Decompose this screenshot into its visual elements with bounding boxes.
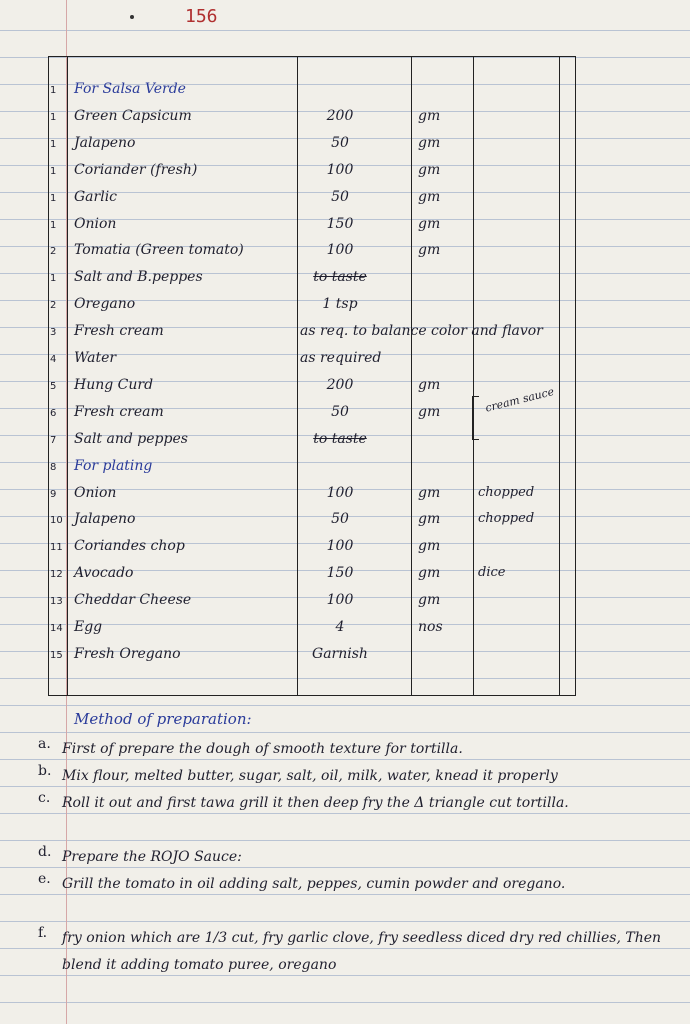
- row-number: 4: [50, 354, 57, 365]
- row-number: 1: [50, 165, 57, 177]
- ingredient-unit: gm: [418, 376, 441, 393]
- ingredient-name: Garlic: [74, 188, 118, 205]
- ingredient-note: chopped: [478, 511, 535, 527]
- table-row: [0, 78, 690, 104]
- table-row: [0, 293, 690, 319]
- ingredient-name: Jalapeno: [74, 134, 136, 151]
- ingredient-unit: gm: [418, 107, 441, 124]
- ingredient-name: For plating: [74, 457, 153, 474]
- page-number: 156: [185, 6, 218, 27]
- ingredient-name: Jalapeno: [74, 511, 136, 528]
- step-text: First of prepare the dough of smooth texture for tortilla.: [62, 741, 463, 757]
- ingredient-unit: gm: [418, 134, 441, 151]
- ingredient-unit: nos: [418, 619, 443, 635]
- ingredient-quantity: 100: [326, 484, 354, 501]
- ingredient-quantity: 50: [331, 134, 349, 151]
- ingredient-unit: gm: [418, 188, 441, 205]
- row-number: 3: [50, 327, 57, 339]
- ingredient-quantity: 200: [326, 107, 354, 124]
- ingredient-quantity: 100: [326, 242, 354, 259]
- table-row: [0, 562, 690, 588]
- table-row: [0, 186, 690, 212]
- ingredient-name: Hung Curd: [74, 376, 154, 393]
- table-row: [0, 455, 690, 481]
- ingredient-name: Onion: [74, 215, 117, 232]
- step-text: fry onion which are 1/3 cut, fry garlic clove, fry seedless diced dry red chillies, Then blend it adding tomato puree, oregano: [62, 930, 662, 973]
- row-number: 1: [50, 85, 57, 96]
- table-row: [0, 320, 690, 346]
- table-row: [0, 616, 690, 642]
- ingredient-name: Cheddar Cheese: [74, 592, 192, 609]
- ingredient-name: Salt and peppes: [74, 430, 188, 447]
- ingredient-quantity: 150: [326, 565, 354, 582]
- table-row: [0, 213, 690, 239]
- table-row: [0, 374, 690, 400]
- table-row: [0, 482, 690, 508]
- row-number: 7: [50, 434, 57, 446]
- ingredient-name: Tomatia (Green tomato): [74, 242, 244, 259]
- ingredient-name: Oregano: [74, 296, 136, 313]
- step-letter: f.: [38, 925, 48, 941]
- row-number: 5: [50, 380, 57, 392]
- ink-dot: [130, 15, 134, 19]
- row-number: 15: [50, 649, 63, 661]
- ingredient-unit: gm: [418, 161, 441, 178]
- ingredient-name: Avocado: [74, 565, 134, 582]
- ingredient-name: Coriander (fresh): [74, 161, 198, 178]
- ingredient-name: Fresh cream: [74, 323, 164, 340]
- row-number: 2: [50, 300, 57, 312]
- ingredient-quantity: 50: [331, 188, 349, 205]
- step-text: Grill the tomato in oil adding salt, peppes, cumin powder and oregano.: [62, 876, 566, 892]
- row-number: 11: [50, 542, 63, 554]
- ingredient-quantity: 50: [331, 403, 349, 420]
- ingredient-name: Egg: [74, 619, 103, 635]
- row-number: 9: [50, 488, 57, 500]
- ingredient-quantity: 4: [335, 619, 345, 635]
- table-row: [0, 347, 690, 373]
- step-letter: e.: [38, 871, 51, 887]
- row-number: 13: [50, 596, 63, 608]
- ingredient-name: Onion: [74, 484, 117, 501]
- step-letter: a.: [38, 736, 51, 752]
- row-number: 14: [50, 623, 63, 634]
- row-number: 1: [50, 111, 57, 123]
- ingredient-name: Water: [74, 350, 117, 366]
- ingredient-quantity: 100: [326, 161, 354, 178]
- row-number: 2: [50, 246, 57, 258]
- ingredient-unit: gm: [418, 215, 441, 232]
- ingredient-quantity: 50: [331, 511, 349, 528]
- ingredient-note: chopped: [478, 484, 535, 500]
- ingredient-quantity: to taste: [313, 269, 367, 286]
- cream-sauce-bracket: [472, 396, 479, 440]
- step-letter: d.: [38, 844, 52, 860]
- row-number: 6: [50, 407, 57, 419]
- ingredient-quantity: 1 tsp: [322, 296, 358, 313]
- table-row: [0, 239, 690, 265]
- ingredient-quantity: 200: [326, 376, 354, 393]
- step-letter: c.: [38, 790, 51, 806]
- ingredient-quantity: as required: [300, 350, 382, 366]
- ingredient-quantity: 150: [326, 215, 354, 232]
- ingredient-name: Coriandes chop: [74, 538, 185, 555]
- row-number: 1: [50, 219, 57, 231]
- table-row: [0, 159, 690, 185]
- table-row: [0, 508, 690, 534]
- row-number: 10: [50, 515, 63, 527]
- table-row: [0, 401, 690, 427]
- ingredient-quantity: to taste: [313, 430, 367, 447]
- ingredient-quantity: Garnish: [312, 645, 368, 662]
- ingredient-name: For Salsa Verde: [74, 81, 186, 97]
- ingredient-name: Green Capsicum: [74, 107, 192, 124]
- step-text: Roll it out and first tawa grill it then deep fry the Δ triangle cut tortilla.: [62, 795, 569, 811]
- table-row: [0, 428, 690, 454]
- table-row: [0, 535, 690, 561]
- ingredient-name: Fresh Oregano: [74, 645, 181, 662]
- ingredient-quantity: 100: [326, 538, 354, 555]
- ingredient-note: dice: [478, 565, 506, 581]
- step-text: Prepare the ROJO Sauce:: [62, 849, 242, 865]
- row-number: 1: [50, 192, 57, 204]
- ingredient-unit: gm: [418, 565, 441, 582]
- table-row: [0, 132, 690, 158]
- step-text: Mix flour, melted butter, sugar, salt, oil, milk, water, knead it properly: [62, 768, 558, 784]
- row-number: 1: [50, 273, 57, 285]
- row-number: 12: [50, 569, 63, 581]
- row-number: 1: [50, 138, 57, 150]
- ingredient-unit: gm: [418, 592, 441, 609]
- ingredient-name: Salt and B.peppes: [74, 269, 203, 286]
- cream-sauce-label: cream sauce: [484, 384, 556, 415]
- ingredient-unit: gm: [418, 403, 441, 420]
- table-row: [0, 266, 690, 292]
- table-row: [0, 643, 690, 669]
- ingredient-quantity: as req. to balance color and flavor: [300, 323, 543, 340]
- table-row: [0, 589, 690, 615]
- method-title: Method of preparation:: [74, 710, 252, 728]
- ingredient-unit: gm: [418, 511, 441, 528]
- step-letter: b.: [38, 763, 52, 779]
- ingredient-name: Fresh cream: [74, 403, 164, 420]
- table-row: [0, 105, 690, 131]
- ingredient-unit: gm: [418, 538, 441, 555]
- row-number: 8: [50, 461, 57, 473]
- ingredient-unit: gm: [418, 484, 441, 501]
- ingredient-unit: gm: [418, 242, 441, 259]
- ingredient-quantity: 100: [326, 592, 354, 609]
